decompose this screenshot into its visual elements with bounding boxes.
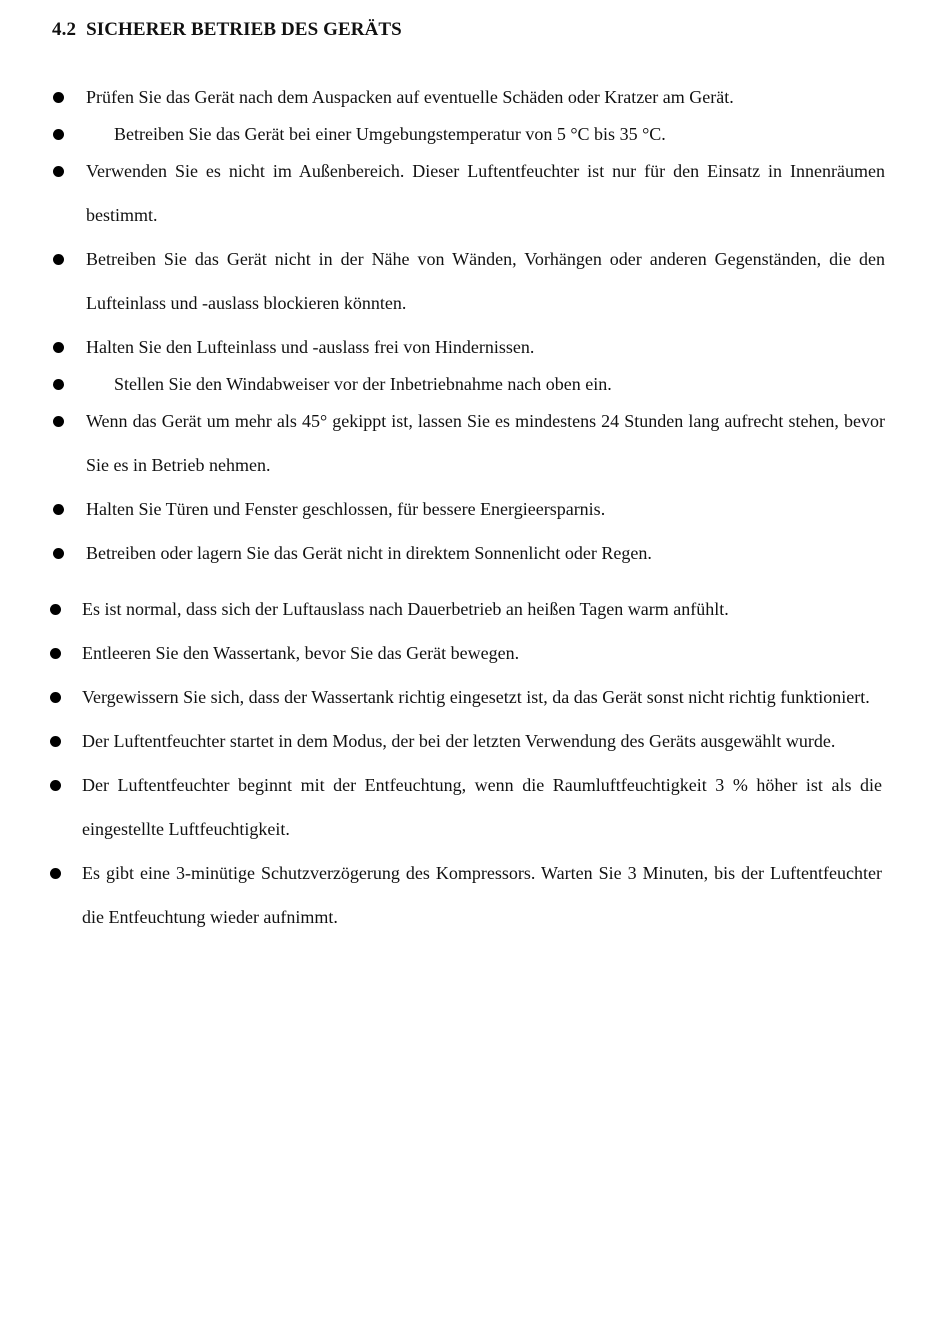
list-item-text: Betreiben Sie das Gerät bei einer Umgebungstemperatur von 5 °C bis 35 °C. [114, 124, 666, 144]
bullet-icon [53, 254, 64, 265]
list-item [86, 149, 885, 237]
bullet-icon [53, 548, 64, 559]
bullet-icon [53, 129, 64, 140]
section-number: 4.2 [52, 19, 77, 40]
list-item [82, 675, 882, 719]
bullet-icon [50, 736, 61, 747]
list-item-text: Stellen Sie den Windabweiser vor der Inbetriebnahme nach oben ein. [114, 374, 612, 394]
list-item [86, 399, 885, 487]
bullet-icon [50, 692, 61, 703]
bullet-icon [50, 648, 61, 659]
bullet-icon [53, 92, 64, 103]
list-item [82, 631, 882, 675]
list-item-text: Halten Sie Türen und Fenster geschlossen, für bessere Energieersparnis. [86, 499, 606, 519]
list-item [82, 719, 882, 763]
section-heading [52, 19, 402, 41]
safety-list-primary [0, 75, 950, 575]
bullet-icon [53, 342, 64, 353]
list-item-text: Entleeren Sie den Wassertank, bevor Sie das Gerät bewegen. [82, 643, 520, 663]
bullet-icon [53, 504, 64, 515]
list-item-text: Der Luftentfeuchter startet in dem Modus, der bei der letzten Verwendung des Geräts ausgewählt wurde. [82, 731, 836, 751]
list-item [82, 851, 882, 939]
list-item-text: Betreiben oder lagern Sie das Gerät nicht in direktem Sonnenlicht oder Regen. [86, 543, 652, 563]
list-item-text: Vergewissern Sie sich, dass der Wassertank richtig eingesetzt ist, da das Gerät sonst nicht richtig funktioniert. [82, 687, 870, 707]
bullet-icon [50, 780, 61, 791]
list-item [82, 763, 882, 851]
list-item-text: Wenn das Gerät um mehr als 45° gekippt ist, lassen Sie es mindestens 24 Stunden lang aufrecht stehen, bevor Sie es in Betrieb nehmen. [86, 411, 885, 475]
bullet-icon [50, 604, 61, 615]
list-item-text: Betreiben Sie das Gerät nicht in der Nähe von Wänden, Vorhängen oder anderen Gegenständen, die den Lufteinlass und -auslass blockieren könnten. [86, 249, 885, 313]
section-title: SICHERER BETRIEB DES GERÄTS [86, 19, 402, 40]
safety-list-secondary [0, 587, 950, 939]
list-item-text: Prüfen Sie das Gerät nach dem Auspacken auf eventuelle Schäden oder Kratzer am Gerät. [86, 87, 734, 107]
bullet-icon [53, 379, 64, 390]
bullet-icon [53, 416, 64, 427]
list-item-text: Es ist normal, dass sich der Luftauslass nach Dauerbetrieb an heißen Tagen warm anfühlt. [82, 599, 729, 619]
list-item-text: Der Luftentfeuchter beginnt mit der Entfeuchtung, wenn die Raumluftfeuchtigkeit 3 % höher ist als die eingestellte Luftfeuchtigkeit. [82, 775, 882, 839]
list-item [86, 531, 885, 575]
list-item-text: Verwenden Sie es nicht im Außenbereich. Dieser Luftentfeuchter ist nur für den Einsatz in Innenräumen bestimmt. [86, 161, 885, 225]
bullet-icon [53, 166, 64, 177]
list-item [86, 237, 885, 325]
list-item-text: Es gibt eine 3-minütige Schutzverzögerung des Kompressors. Warten Sie 3 Minuten, bis der Luftentfeuchter die Entfeuchtung wieder aufnimmt. [82, 863, 882, 927]
list-item [82, 587, 882, 631]
list-item [86, 487, 885, 531]
list-item-text: Halten Sie den Lufteinlass und -auslass frei von Hindernissen. [86, 337, 535, 357]
bullet-icon [50, 868, 61, 879]
